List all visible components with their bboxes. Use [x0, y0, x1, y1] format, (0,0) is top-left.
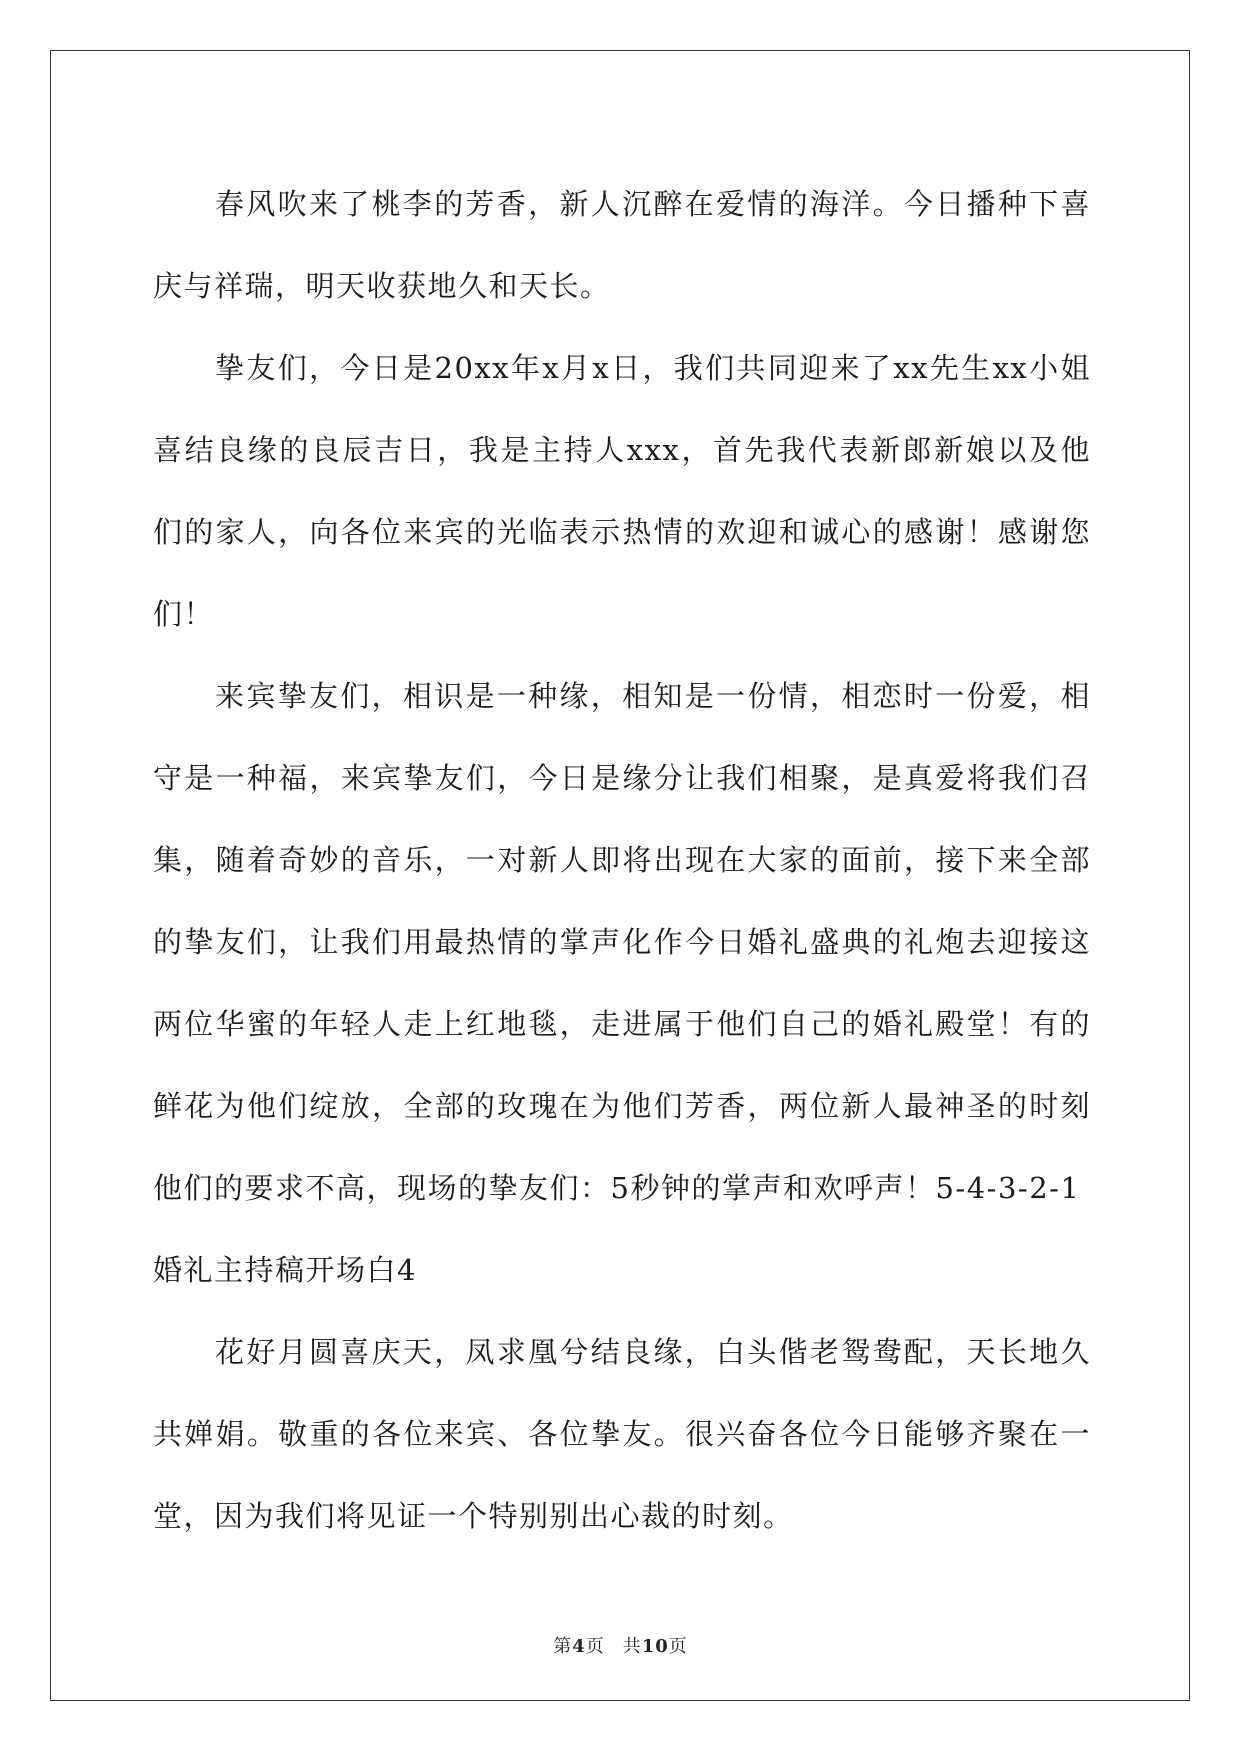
section-heading: 婚礼主持稿开场白4: [153, 1253, 417, 1287]
paragraph-1: 春风吹来了桃李的芳香，新人沉醉在爱情的海洋。今日播种下喜庆与祥瑞，明天收获地久和天长。: [153, 187, 1091, 303]
paragraph-2: 挚友们，今日是20xx年x月x日，我们共同迎来了xx先生xx小姐喜结良缘的良辰吉日，我是主持人xxx，首先我代表新郎新娘以及他们的家人，向各位来宾的光临表示热情的欢迎和诚心的感谢！感谢您们！: [153, 351, 1091, 631]
total-suffix: 页: [668, 1636, 688, 1657]
page-total: 10: [641, 1636, 669, 1657]
total-prefix: 共: [622, 1636, 642, 1657]
page-current: 4: [572, 1636, 586, 1657]
page-suffix: 页: [585, 1636, 605, 1657]
page-prefix: 第: [553, 1636, 573, 1657]
document-body: [153, 163, 1091, 1557]
paragraph-4: 花好月圆喜庆天，凤求凰兮结良缘，白头偕老鸳鸯配，天长地久共婵娟。敬重的各位来宾、各位挚友。很兴奋各位今日能够齐聚在一堂，因为我们将见证一个特别别出心裁的时刻。: [153, 1335, 1091, 1533]
paragraph-3: 来宾挚友们，相识是一种缘，相知是一份情，相恋时一份爱，相守是一种福，来宾挚友们，今日是缘分让我们相聚，是真爱将我们召集，随着奇妙的音乐，一对新人即将出现在大家的面前，接下来全部的挚友们，让我们用最热情的掌声化作今日婚礼盛典的礼炮去迎接这两位华蜜的年轻人走上红地毯，走进属于他们自己的婚礼殿堂！有的鲜花为他们绽放，全部的玫瑰在为他们芳香，两位新人最神圣的时刻他们的要求不高，现场的挚友们：5秒钟的掌声和欢呼声！5-4-3-2-1: [153, 679, 1091, 1205]
page-footer: [0, 1632, 1241, 1658]
